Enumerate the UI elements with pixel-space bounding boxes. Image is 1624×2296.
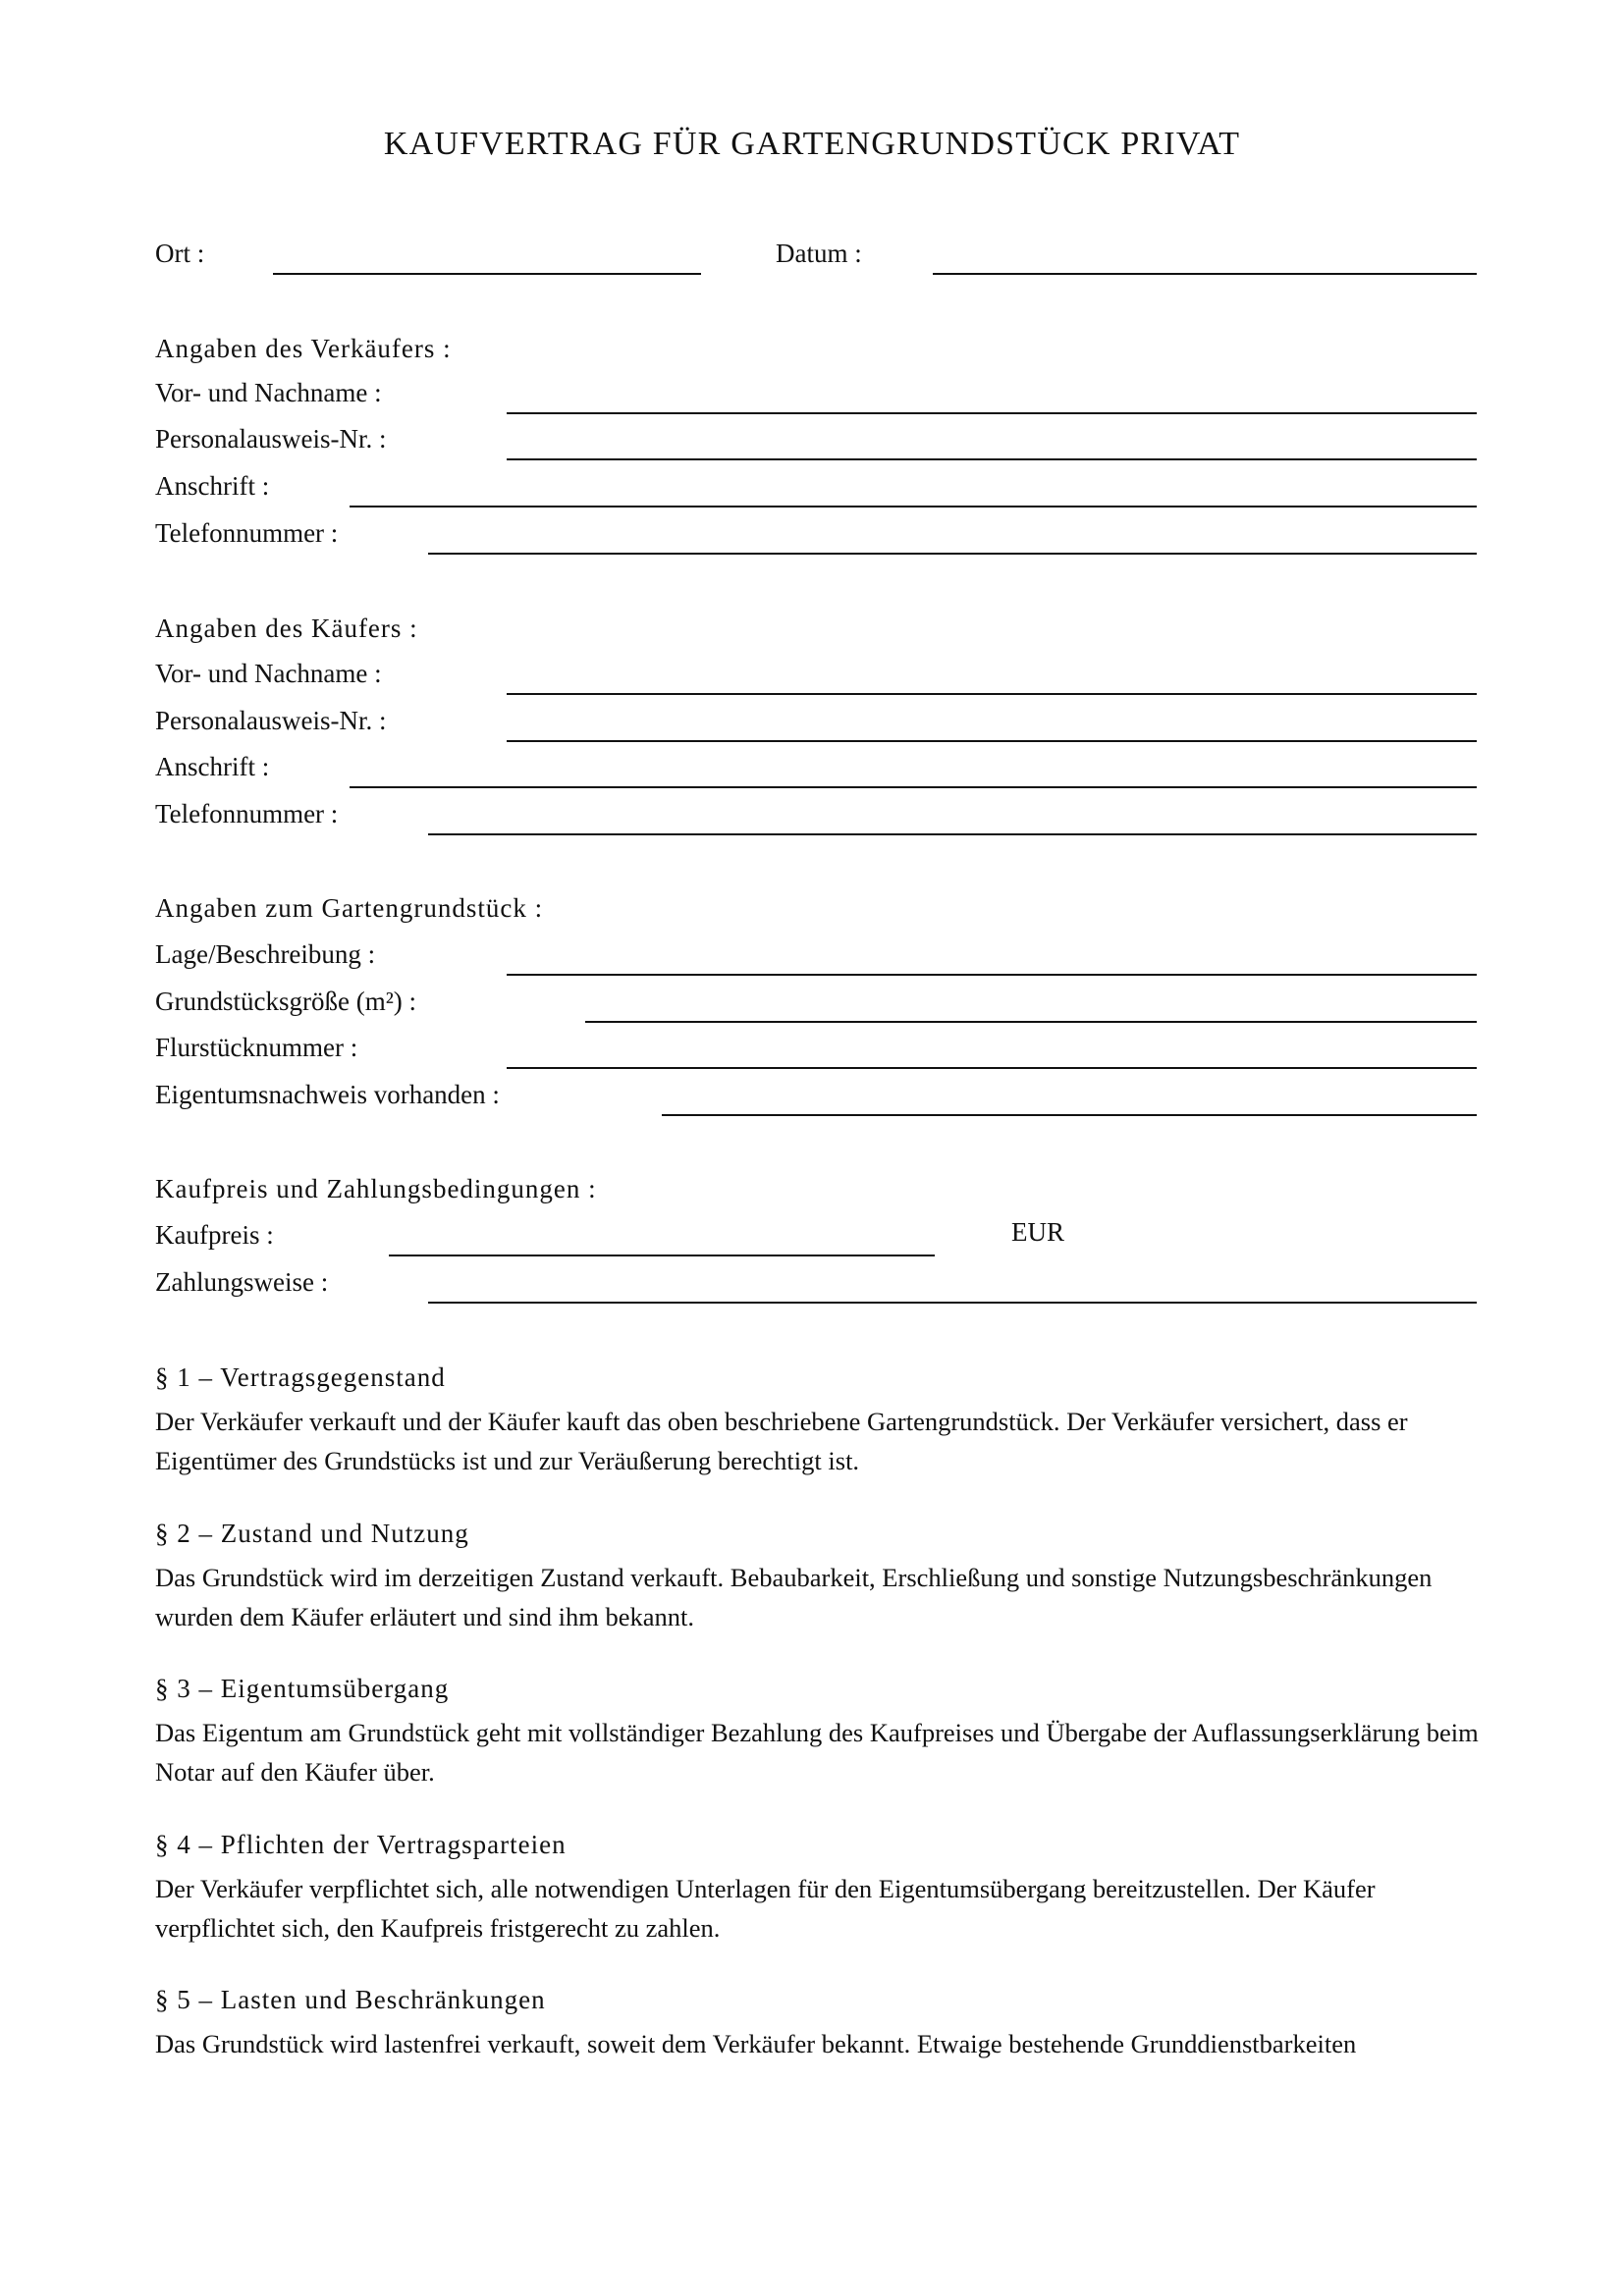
buyer-phone-row: [155, 796, 1477, 835]
section-4-text: Der Verkäufer verpflichtet sich, alle notwendigen Unterlagen für den Eigentumsübergang bereitzustellen. Der Käufer verpflichtet sich, den Kaufpreis fristgerecht zu zahlen.: [155, 1874, 1376, 1943]
document-title: KAUFVERTRAG FÜR GARTENGRUNDSTÜCK PRIVAT: [383, 126, 1241, 162]
seller-phone-label: Telefonnummer :: [155, 518, 339, 548]
seller-name-field[interactable]: [507, 412, 1477, 414]
buyer-name-row: [155, 656, 1477, 695]
section-2-text: Das Grundstück wird im derzeitigen Zustand verkauft. Bebaubarkeit, Erschließung und sonstige Nutzungsbeschränkungen wurden dem Käufer erläutert und sind ihm bekannt.: [155, 1563, 1433, 1631]
buyer-phone-label: Telefonnummer :: [155, 799, 339, 828]
property-size-field[interactable]: [585, 1021, 1477, 1023]
buyer-heading: Angaben des Käufers :: [155, 614, 418, 643]
property-location-row: [155, 936, 1477, 976]
property-proof-label: Eigentumsnachweis vorhanden :: [155, 1080, 500, 1109]
section-4-title: § 4 – Pflichten der Vertragsparteien: [155, 1830, 567, 1859]
buyer-id-field[interactable]: [507, 740, 1477, 742]
datum-field[interactable]: [933, 273, 1477, 275]
section-2-title: § 2 – Zustand und Nutzung: [155, 1519, 469, 1548]
property-size-label: Grundstücksgröße (m²) :: [155, 987, 417, 1016]
buyer-id-row: [155, 703, 1477, 742]
price-heading: Kaufpreis und Zahlungsbedingungen :: [155, 1174, 597, 1203]
section-5-text: Das Grundstück wird lastenfrei verkauft, soweit dem Verkäufer bekannt. Etwaige bestehende Grunddienstbarkeiten: [155, 2029, 1357, 2058]
price-row: [155, 1217, 1477, 1256]
seller-id-field[interactable]: [507, 458, 1477, 460]
payment-row: [155, 1264, 1477, 1304]
buyer-name-field[interactable]: [507, 693, 1477, 695]
property-heading: Angaben zum Gartengrundstück :: [155, 893, 544, 923]
seller-address-field[interactable]: [350, 506, 1477, 507]
seller-phone-row: [155, 515, 1477, 555]
seller-name-row: [155, 375, 1477, 414]
seller-address-label: Anschrift :: [155, 471, 270, 501]
seller-id-row: [155, 421, 1477, 460]
section-5-title: § 5 – Lasten und Beschränkungen: [155, 1985, 546, 2014]
seller-id-label: Personalausweis-Nr. :: [155, 424, 387, 454]
buyer-address-field[interactable]: [350, 786, 1477, 788]
section-1-title: § 1 – Vertragsgegenstand: [155, 1362, 446, 1392]
seller-address-row: [155, 468, 1477, 507]
price-label: Kaufpreis :: [155, 1220, 274, 1250]
seller-heading: Angaben des Verkäufers :: [155, 334, 452, 363]
seller-name-label: Vor- und Nachname :: [155, 378, 382, 407]
payment-field[interactable]: [428, 1302, 1477, 1304]
section-3-title: § 3 – Eigentumsübergang: [155, 1674, 450, 1703]
ort-field[interactable]: [273, 273, 701, 275]
datum-row: [776, 236, 1477, 275]
currency-label: EUR: [1011, 1217, 1064, 1247]
property-proof-row: [155, 1077, 1477, 1116]
buyer-id-label: Personalausweis-Nr. :: [155, 706, 387, 735]
property-location-field[interactable]: [507, 974, 1477, 976]
property-proof-field[interactable]: [662, 1114, 1477, 1116]
buyer-address-row: [155, 749, 1477, 788]
property-size-row: [155, 984, 1477, 1023]
property-parcel-row: [155, 1030, 1477, 1069]
property-location-label: Lage/Beschreibung :: [155, 939, 376, 969]
buyer-phone-field[interactable]: [428, 833, 1477, 835]
buyer-name-label: Vor- und Nachname :: [155, 659, 382, 688]
buyer-address-label: Anschrift :: [155, 752, 270, 781]
datum-label: Datum :: [776, 239, 862, 268]
property-parcel-field[interactable]: [507, 1067, 1477, 1069]
section-3-text: Das Eigentum am Grundstück geht mit vollständiger Bezahlung des Kaufpreises und Übergabe der Auflassungserklärung beim Notar auf den Käufer über.: [155, 1718, 1479, 1787]
price-field[interactable]: [389, 1255, 935, 1256]
ort-label: Ort :: [155, 239, 205, 268]
seller-phone-field[interactable]: [428, 553, 1477, 555]
section-1-text: Der Verkäufer verkauft und der Käufer kauft das oben beschriebene Gartengrundstück. Der Verkäufer versichert, dass er Eigentümer des Grundstücks ist und zur Veräußerung berechtigt ist.: [155, 1407, 1408, 1475]
payment-label: Zahlungsweise :: [155, 1267, 329, 1297]
property-parcel-label: Flurstücknummer :: [155, 1033, 358, 1062]
